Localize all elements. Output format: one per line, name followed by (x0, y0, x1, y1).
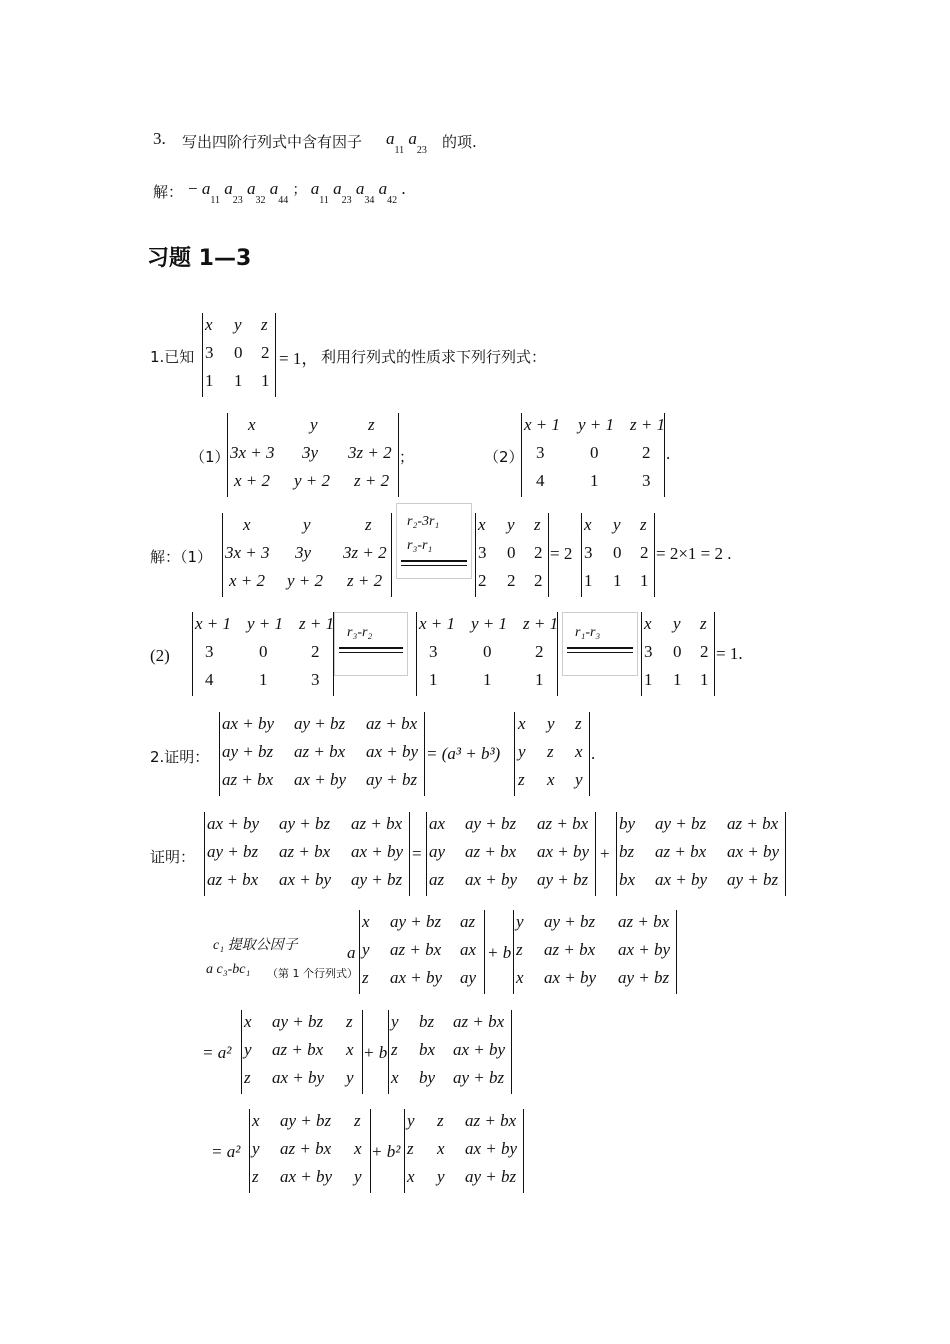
determinant-entry: ax + by (390, 968, 443, 987)
determinant-entry: y (673, 614, 681, 633)
determinant-entry: 1 (640, 571, 649, 590)
a3-term-1: − $a_{11}$ $a_{23}$ $a_{32}$ $a_{44}$ ； $a_{11}$ $a_{23}$ $a_{34}$ $a_{42}$ . (188, 179, 406, 206)
determinant-entry: 3 (584, 543, 593, 562)
determinant-entry: 1 (205, 371, 214, 390)
proof-plus: + (600, 844, 610, 863)
determinant-entry: y + 1 (578, 415, 615, 434)
determinant-entry: 1 (590, 471, 599, 490)
determinant-entry: y (507, 515, 515, 534)
determinant-entry: 2 (642, 443, 651, 462)
sol1-result: = 2×1 = 2 . (656, 544, 732, 563)
step2-note3: （第 1 个行列式） (267, 967, 358, 980)
determinant-entry: y (391, 1012, 399, 1031)
determinant-entry: 2 (700, 642, 709, 661)
determinant-entry: ax + by (727, 842, 780, 861)
determinant-entry: z (534, 515, 541, 534)
determinant-entry: x (644, 614, 652, 633)
determinant-entry: ax + by (272, 1068, 325, 1087)
determinant-entry: z (261, 315, 268, 334)
sol1-det1 (222, 513, 392, 597)
determinant-entry: x + 1 (419, 614, 456, 633)
determinant-entry: ax (429, 814, 446, 833)
determinant-entry: 3z + 2 (343, 543, 387, 562)
determinant-entry: 3 (644, 642, 653, 661)
determinant-entry: y + 1 (471, 614, 508, 633)
determinant-entry: az + bx (280, 1139, 332, 1158)
determinant-entry: z + 1 (630, 415, 666, 434)
determinant-entry: z (346, 1012, 353, 1031)
step4-coef1: = a² (211, 1142, 241, 1161)
determinant-entry: ay + bz (544, 912, 596, 931)
determinant-entry: bx (419, 1040, 436, 1059)
determinant-entry: ay + bz (280, 1111, 332, 1130)
determinant-entry: y (310, 415, 318, 434)
determinant-entry: ay + bz (272, 1012, 324, 1031)
determinant-entry: az + bx (465, 842, 517, 861)
determinant-entry: 3y (302, 443, 319, 462)
determinant-entry: az + bx (618, 912, 670, 931)
determinant-entry: y (437, 1167, 445, 1186)
determinant-entry: az + bx (465, 1111, 517, 1130)
sol2-det1 (192, 612, 334, 696)
determinant-entry: z (244, 1068, 251, 1087)
determinant-entry: 0 (234, 343, 243, 362)
determinant-entry: az + bx (727, 814, 779, 833)
determinant-entry: 3 (429, 642, 438, 661)
section-heading: 习题 1—3 (147, 246, 252, 271)
determinant-entry: 2 (311, 642, 320, 661)
determinant-entry: y (516, 912, 524, 931)
p2-end: . (591, 744, 596, 763)
determinant-entry: x (547, 770, 555, 789)
determinant-entry: ax + by (207, 814, 260, 833)
determinant-entry: 3y (295, 543, 312, 562)
determinant-entry: 2 (478, 571, 487, 590)
determinant-entry: 1 (673, 670, 682, 689)
q3-text-a: 写出四阶行列式中含有因子 (182, 133, 363, 151)
determinant-entry: ax + by (544, 968, 597, 987)
step3-det2 (388, 1010, 512, 1094)
determinant-entry: y + 2 (294, 471, 331, 490)
p2-det2 (514, 712, 590, 796)
proof-det2 (426, 812, 596, 896)
determinant-entry: 3x + 3 (230, 443, 275, 462)
determinant-entry: y (346, 1068, 354, 1087)
step2-coef1: a (347, 943, 356, 962)
determinant-entry: 1 (613, 571, 622, 590)
determinant-entry: y (303, 515, 311, 534)
determinant-entry: az + bx (544, 940, 596, 959)
determinant-entry: z (518, 770, 525, 789)
step2-det2 (513, 910, 677, 994)
q3-number: 3. (153, 129, 166, 148)
determinant-entry: y (407, 1111, 415, 1130)
determinant-entry: z (354, 1111, 361, 1130)
determinant-entry: 2 (535, 642, 544, 661)
p1-2-end: . (666, 444, 671, 463)
step3-plus: + b (363, 1043, 388, 1062)
determinant-entry: ay + bz (390, 912, 442, 931)
determinant-entry: 4 (536, 471, 545, 490)
determinant-entry: 1 (535, 670, 544, 689)
determinant-entry: ax + by (294, 770, 347, 789)
determinant-entry: ax + by (537, 842, 590, 861)
p1-1-end: ； (399, 448, 415, 466)
determinant-entry: 2 (534, 543, 543, 562)
determinant-entry: x (346, 1040, 354, 1059)
determinant-entry: 1 (700, 670, 709, 689)
step4-det2 (404, 1109, 524, 1193)
sol1-label: 解：（1） (150, 548, 213, 566)
determinant-entry: x (248, 415, 256, 434)
determinant-entry: y (354, 1167, 362, 1186)
determinant-entry: ay + bz (537, 870, 589, 889)
determinant-entry: x (575, 742, 583, 761)
determinant-entry: ax + by (465, 1139, 518, 1158)
proof-det3 (616, 812, 786, 896)
determinant-entry: ax + by (222, 714, 275, 733)
determinant-entry: ax + by (280, 1167, 333, 1186)
determinant-entry: bz (619, 842, 635, 861)
determinant-entry: ax + by (366, 742, 419, 761)
determinant-entry: 2 (261, 343, 270, 362)
determinant-entry: bz (419, 1012, 435, 1031)
sol1-eq2: = 2 (550, 544, 573, 563)
determinant-entry: z + 1 (523, 614, 559, 633)
determinant-entry: az + bx (272, 1040, 324, 1059)
determinant-entry: 3 (311, 670, 320, 689)
p2-label: 2.证明： (150, 748, 210, 766)
determinant-entry: 3 (642, 471, 651, 490)
determinant-entry: y (613, 515, 621, 534)
p2-det (219, 712, 425, 796)
determinant-entry: y (518, 742, 526, 761)
determinant-entry: ay + bz (366, 770, 418, 789)
step2-plus: + b (487, 943, 512, 962)
determinant-entry: z (391, 1040, 398, 1059)
determinant-entry: ax + by (351, 842, 404, 861)
sol1-row-op: r₂-3r₁ r₃-r₁ (396, 503, 472, 579)
step2-det1 (359, 910, 485, 994)
determinant-entry: x (362, 912, 370, 931)
sol2-det3 (641, 612, 715, 696)
determinant-entry: ay + bz (727, 870, 779, 889)
determinant-entry: z (407, 1139, 414, 1158)
determinant-entry: y (234, 315, 242, 334)
determinant-entry: 3z + 2 (348, 443, 392, 462)
p2-factor: = (a³ + b³) (426, 744, 501, 763)
determinant-entry: x (252, 1111, 260, 1130)
determinant-entry: 2 (507, 571, 516, 590)
determinant-entry: y (547, 714, 555, 733)
determinant-entry: 2 (640, 543, 649, 562)
sol2-det2 (416, 612, 558, 696)
p1-prefix: 1.已知 (150, 348, 195, 366)
determinant-entry: ay + bz (655, 814, 707, 833)
determinant-entry: y (252, 1139, 260, 1158)
determinant-entry: x (478, 515, 486, 534)
determinant-entry: 1 (429, 670, 438, 689)
determinant-entry: 4 (205, 670, 214, 689)
determinant-entry: az + bx (207, 870, 259, 889)
determinant-entry: az + bx (351, 814, 403, 833)
determinant-entry: x (518, 714, 526, 733)
determinant-entry: 3 (536, 443, 545, 462)
determinant-entry: ax + by (279, 870, 332, 889)
determinant-entry: ay (460, 968, 477, 987)
q3-factor: $a_{11}$ $a_{23}$ (386, 129, 427, 156)
determinant-entry: 0 (507, 543, 516, 562)
determinant-entry: x (584, 515, 592, 534)
determinant-entry: 0 (259, 642, 268, 661)
determinant-entry: z (437, 1111, 444, 1130)
determinant-entry: ax + by (465, 870, 518, 889)
determinant-entry: z + 2 (354, 471, 390, 490)
determinant-entry: z (575, 714, 582, 733)
determinant-entry: z (365, 515, 372, 534)
determinant-entry: z (640, 515, 647, 534)
sol2-row-op-2: r₁-r₃ (562, 612, 638, 676)
step2-note1: c₁ 提取公因子 (213, 938, 298, 953)
proof-eq: = (412, 844, 422, 863)
sol1-det3 (581, 513, 655, 597)
sol1-det2 (475, 513, 549, 597)
sol2-row-op-1: r₃-r₂ (334, 612, 408, 676)
determinant-entry: az + bx (655, 842, 707, 861)
determinant-entry: ay + bz (465, 1167, 517, 1186)
determinant-entry: ay + bz (351, 870, 403, 889)
q3-text-b: 的项. (442, 133, 477, 151)
determinant-entry: az (460, 912, 476, 931)
determinant-entry: ay + bz (279, 814, 331, 833)
determinant-entry: 1 (261, 371, 270, 390)
determinant-entry: ay + bz (222, 742, 274, 761)
determinant-entry: az + bx (537, 814, 589, 833)
determinant-entry: az + bx (279, 842, 331, 861)
determinant-entry: y (575, 770, 583, 789)
proof-label: 证明： (150, 848, 196, 866)
determinant-entry: az (429, 870, 445, 889)
p1-text: 利用行列式的性质求下列行列式： (321, 348, 547, 366)
determinant-entry: by (619, 814, 636, 833)
determinant-entry: x (437, 1139, 445, 1158)
step2-note2: a c₃-bc₁ (206, 962, 251, 977)
determinant-entry: y + 1 (247, 614, 284, 633)
determinant-entry: ax (460, 940, 477, 959)
determinant-entry: az + bx (294, 742, 346, 761)
determinant-entry: 1 (483, 670, 492, 689)
determinant-entry: az + bx (390, 940, 442, 959)
determinant-entry: by (419, 1068, 436, 1087)
determinant-entry: ay + bz (453, 1068, 505, 1087)
determinant-entry: ay + bz (618, 968, 670, 987)
a3-label: 解： (153, 183, 184, 201)
determinant-entry: 2 (534, 571, 543, 590)
step4-det1 (249, 1109, 371, 1193)
determinant-entry: z (362, 968, 369, 987)
step4-plus: + b² (371, 1142, 401, 1161)
p1-2-determinant (521, 413, 665, 497)
determinant-entry: 0 (483, 642, 492, 661)
determinant-entry: x (205, 315, 213, 334)
determinant-entry: x + 1 (195, 614, 232, 633)
determinant-entry: 0 (613, 543, 622, 562)
determinant-entry: 0 (590, 443, 599, 462)
determinant-entry: z (368, 415, 375, 434)
determinant-entry: 1 (644, 670, 653, 689)
determinant-entry: z (516, 940, 523, 959)
p1-2-label: （2） (484, 448, 524, 466)
determinant-entry: z (700, 614, 707, 633)
determinant-entry: ay + bz (465, 814, 517, 833)
determinant-entry: x + 2 (229, 571, 266, 590)
determinant-entry: ay + bz (294, 714, 346, 733)
determinant-entry: ax + by (453, 1040, 506, 1059)
sol2-result: = 1. (716, 644, 743, 663)
determinant-entry: 3x + 3 (225, 543, 270, 562)
determinant-entry: x + 1 (524, 415, 561, 434)
determinant-entry: x + 2 (234, 471, 271, 490)
determinant-entry: ay (429, 842, 446, 861)
step3-coef1: = a² (202, 1043, 232, 1062)
determinant-entry: az + bx (222, 770, 274, 789)
determinant-entry: 3 (478, 543, 487, 562)
determinant-entry: ax + by (655, 870, 708, 889)
step3-det1 (241, 1010, 363, 1094)
determinant-entry: 0 (673, 642, 682, 661)
determinant-entry: x (407, 1167, 415, 1186)
determinant-entry: bx (619, 870, 636, 889)
determinant-entry: 3 (205, 642, 214, 661)
determinant-entry: ay + bz (207, 842, 259, 861)
determinant-entry: z (547, 742, 554, 761)
determinant-entry: 3 (205, 343, 214, 362)
determinant-entry: x (243, 515, 251, 534)
p1-determinant (202, 313, 276, 397)
proof-det1 (204, 812, 410, 896)
determinant-entry: x (244, 1012, 252, 1031)
determinant-entry: 1 (259, 670, 268, 689)
determinant-entry: x (354, 1139, 362, 1158)
determinant-entry: x (516, 968, 524, 987)
sol2-label: (2) (150, 646, 170, 665)
p1-1-determinant (227, 413, 399, 497)
determinant-entry: z + 2 (347, 571, 383, 590)
determinant-entry: y + 2 (287, 571, 324, 590)
determinant-entry: z (252, 1167, 259, 1186)
p1-1-label: （1） (190, 448, 230, 466)
determinant-entry: ax + by (618, 940, 671, 959)
determinant-entry: x (391, 1068, 399, 1087)
determinant-entry: az + bx (366, 714, 418, 733)
p1-equals: = 1， (279, 349, 319, 368)
determinant-entry: y (362, 940, 370, 959)
determinant-entry: az + bx (453, 1012, 505, 1031)
determinant-entry: 1 (584, 571, 593, 590)
determinant-entry: z + 1 (299, 614, 335, 633)
determinant-entry: y (244, 1040, 252, 1059)
determinant-entry: 1 (234, 371, 243, 390)
